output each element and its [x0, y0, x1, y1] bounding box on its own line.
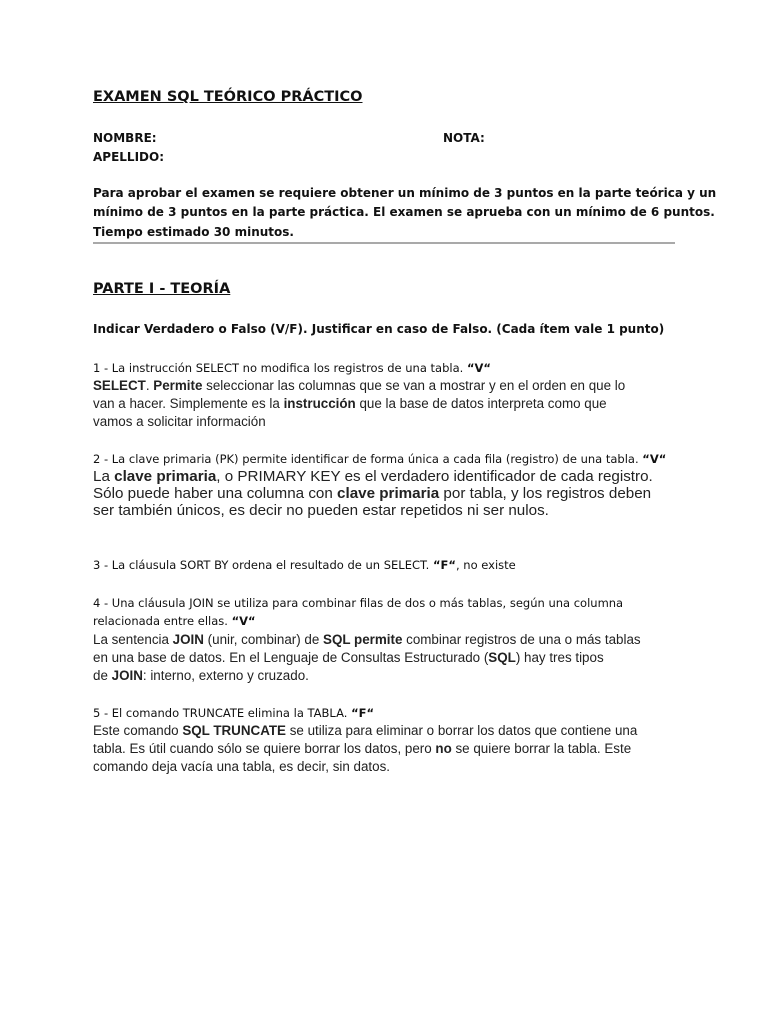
question-3-text: 3 - La cláusula SORT BY ordena el resultado de un SELECT. [93, 558, 430, 572]
question-1 [93, 359, 491, 377]
answer-4-line-2: en una base de datos. En el Lenguaje de Consultas Estructurado (SQL) hay tres tipos [93, 650, 604, 665]
question-5-mark: “F“ [351, 706, 375, 720]
answer-1-line-1: SELECT. Permite seleccionar las columnas que se van a mostrar y en el orden en que lo [93, 378, 626, 393]
question-1-mark: “V“ [466, 361, 491, 375]
part1-heading: PARTE I - TEORÍA [93, 281, 231, 297]
question-1-text: 1 - La instrucción SELECT no modifica los registros de una tabla. [93, 361, 464, 375]
answer-2-line-2: Sólo puede haber una columna con clave primaria por tabla, y los registros deben [93, 485, 652, 502]
question-4-line-1: 4 - Una cláusula JOIN se utiliza para combinar filas de dos o más tablas, según una columna [93, 596, 624, 610]
answer-5-line-2: tabla. Es útil cuando sólo se quiere borrar los datos, pero no se quiere borrar la tabla. Este [93, 741, 632, 756]
answer-2-line-3: ser también únicos, es decir no pueden estar repetidos ni ser nulos. [93, 502, 549, 519]
answer-2-line-1: La clave primaria, o PRIMARY KEY es el verdadero identificador de cada registro. [93, 468, 653, 485]
question-4-line-2: relacionada entre ellas. “V“ [93, 614, 256, 628]
question-3-suffix: , no existe [455, 558, 516, 572]
answer-4-line-3: de JOIN: interno, externo y cruzado. [93, 668, 309, 683]
question-5 [93, 704, 374, 722]
answer-1-line-3: vamos a solicitar información [93, 414, 266, 429]
answer-4-line-1: La sentencia JOIN (unir, combinar) de SQL permite combinar registros de una o más tablas [93, 632, 641, 647]
question-2 [93, 450, 666, 468]
question-4-mark: “V“ [231, 614, 256, 628]
intro-line-2: mínimo de 3 puntos en la parte práctica. El examen se aprueba con un mínimo de 6 puntos. [93, 205, 715, 219]
question-3 [93, 556, 516, 574]
question-3-mark: “F“ [432, 558, 456, 572]
section-divider [93, 242, 675, 244]
answer-5-line-1: Este comando SQL TRUNCATE se utiliza para eliminar o borrar los datos que contiene una [93, 723, 638, 738]
part1-instruction: Indicar Verdadero o Falso (V/F). Justificar en caso de Falso. (Cada ítem vale 1 punto) [93, 322, 665, 336]
question-2-text: 2 - La clave primaria (PK) permite identificar de forma única a cada fila (registro) de una tabla. [93, 452, 639, 466]
question-2-mark: “V“ [642, 452, 667, 466]
question-5-text: 5 - El comando TRUNCATE elimina la TABLA. [93, 706, 348, 720]
apellido-label: APELLIDO: [93, 150, 164, 164]
intro-line-3: Tiempo estimado 30 minutos. [93, 225, 294, 239]
intro-line-1: Para aprobar el examen se requiere obtener un mínimo de 3 puntos en la parte teórica y un [93, 186, 717, 200]
answer-1-line-2: van a hacer. Simplemente es la instrucción que la base de datos interpreta como que [93, 396, 607, 411]
answer-5-line-3: comando deja vacía una tabla, es decir, sin datos. [93, 759, 391, 774]
nombre-label: NOMBRE: [93, 131, 157, 145]
nota-label: NOTA: [443, 131, 485, 145]
page-title: EXAMEN SQL TEÓRICO PRÁCTICO [93, 89, 363, 105]
